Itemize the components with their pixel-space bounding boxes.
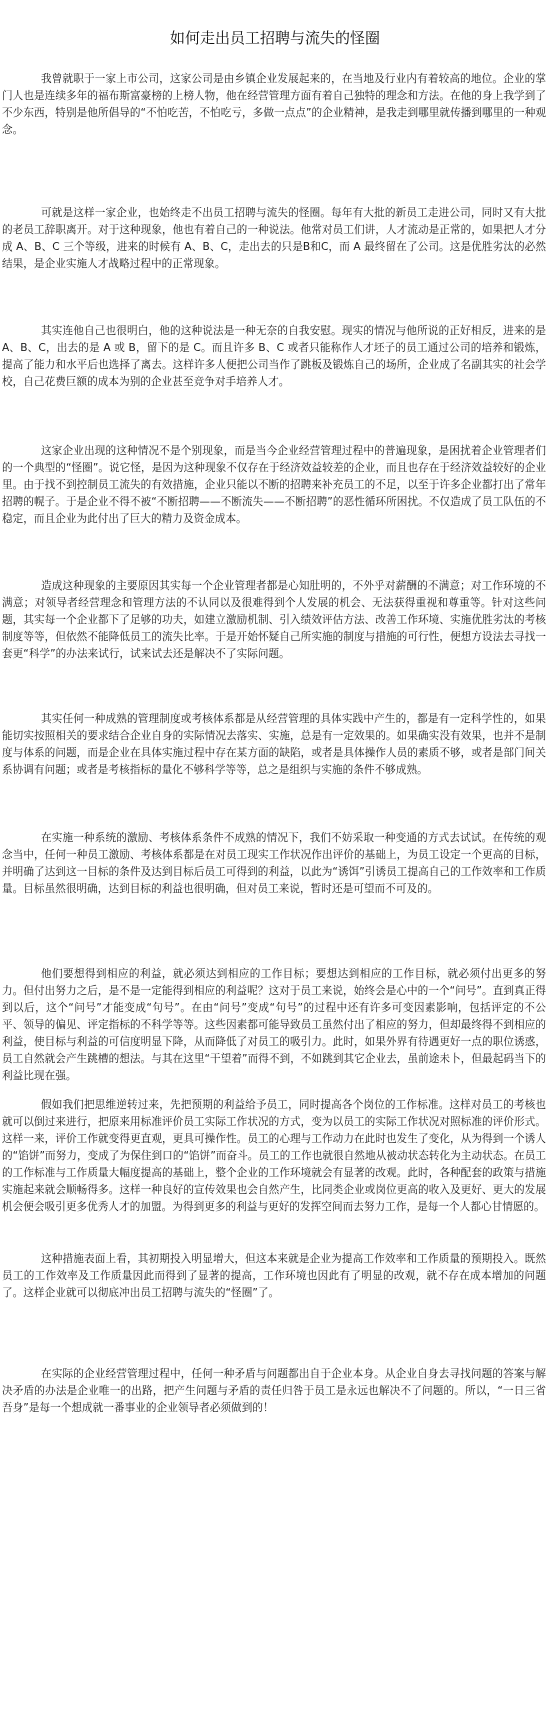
paragraph-3: 其实连他自己也很明白，他的这种说法是一种无奈的自我安慰。现实的情况与他所说的正好相反，进来的是 A、B、C，出去的是 A 或 B，留下的是 C。而且许多 B、C 或者只能称作人才坯子的员工通过公司的培养和锻炼，提高了能力和水平后也选择了离去。这样许多人便把公司当作了跳板及锻炼自己的场所，企业成了名副其实的社会学校，自己花费巨额的成本为别的企业甚至竞争对手培养人才。 <box>2 325 546 388</box>
document-title: 如何走出员工招聘与流失的怪圈 <box>169 29 380 47</box>
paragraph-1: 我曾就职于一家上市公司，这家公司是由乡镇企业发展起来的，在当地及行业内有着较高的地位。企业的掌门人也是连续多年的福布斯富豪榜的上榜人物，他在经营管理方面有着自己独特的理念和方法。在他的身上我学到了不少东西，特别是他所倡导的“不怕吃苦，不怕吃亏，多做一点点”的企业精神，是我走到哪里就传播到哪里的一种观念。 <box>2 73 546 136</box>
paragraph-10: 这种措施表面上看，其初期投入明显增大，但这本来就是企业为提高工作效率和工作质量的预期投入。既然员工的工作效率及工作质量因此而得到了显著的提高，工作环境也因此有了明显的改观，就不存在成本增加的问题了。这样企业就可以彻底冲出员工招聘与流失的“怪圈”了。 <box>2 1253 546 1299</box>
paragraph-4: 这家企业出现的这种情况不是个别现象，而是当今企业经营管理过程中的普遍现象，是困扰着企业管理者们的一个典型的“怪圈”。说它怪，是因为这种现象不仅存在于经济效益较差的企业，而且也存在于经济效益较好的企业里。由于找不到控制员工流失的有效措施，企业只能以不断的招聘来补充员工的不足，以至于许多企业都打出了常年招聘的幌子。于是企业不得不被“不断招聘——不断流失——不断招聘”的恶性循环所困扰。不仅造成了员工队伍的不稳定，而且企业为此付出了巨大的精力及资金成本。 <box>2 445 546 525</box>
paragraph-9: 假如我们把思维逆转过来，先把预期的利益给予员工，同时提高各个岗位的工作标准。这样对员工的考核也就可以倒过来进行，把原来用标准评价员工实际工作状况的方式，变为以员工的实际工作状况对照标准的评价形式。这样一来，评价工作就变得更直观，更具可操作性。员工的心理与工作动力在此时也发生了变化，从为得到一个诱人的“馅饼”而努力，变成了为保住到口的“馅饼”而奋斗。员工的工作也就很自然地从被动状态转化为主动状态。在员工的工作标准与工作质量大幅度提高的基础上，整个企业的工作环境就会有显著的改观。此时，各种配套的政策与措施实施起来就会顺畅得多。这样一种良好的宣传效果也会自然产生，比同类企业或岗位更高的收入及更好、更大的发展机会便会吸引更多优秀人才的加盟。为得到更多的利益与更好的发挥空间而去努力工作，是每一个人都心甘情愿的。 <box>2 1099 546 1213</box>
paragraph-2: 可就是这样一家企业，也始终走不出员工招聘与流失的怪圈。每年有大批的新员工走进公司，同时又有大批的老员工辞职离开。对于这种现象，他也有着自己的一种说法。他常对员工们讲，人才流动是正常的，如果把人才分成 A、B、C 三个等级，进来的时候有 A、B、C，走出去的只是B和C，而 A 最终留在了公司。这是优胜劣汰的必然结果，是企业实施人才战略过程中的正常现象。 <box>2 207 546 270</box>
paragraph-7: 在实施一种系统的激励、考核体系条件不成熟的情况下，我们不妨采取一种变通的方式去试试。在传统的观念当中，任何一种员工激励、考核体系都是在对员工现实工作状况作出评价的基础上，为员工设定一个更高的目标，并明确了达到这一目标的条件及达到目标后员工可得到的利益，以此为“诱饵”引诱员工提高自己的工作效率和工作质量。目标虽然很明确，达到目标的利益也很明确，但对员工来说，暂时还是可望而不可及的。 <box>2 832 546 895</box>
paragraph-5: 造成这种现象的主要原因其实每一个企业管理者都是心知肚明的，不外乎对薪酬的不满意；对工作环境的不满意；对领导者经营理念和管理方法的不认同以及很难得到个人发展的机会、无法获得重视和尊重等。针对这些问题，其实每一个企业都下了足够的功夫，如建立激励机制、引入绩效评估方法、改善工作环境、实施优胜劣汰的考核制度等等，但依然不能降低员工的流失比率。于是开始怀疑自己所实施的制度与措施的可行性，便想方设法去寻找一套更“科学”的办法来试行，试来试去还是解决不了实际问题。 <box>2 580 546 660</box>
paragraph-11: 在实际的企业经营管理过程中，任何一种矛盾与问题都出自于企业本身。从企业自身去寻找问题的答案与解决矛盾的办法是企业唯一的出路，把产生问题与矛盾的责任归咎于员工是永远也解决不了问题的。所以，“一日三省吾身”是每一个想成就一番事业的企业领导者必须做到的！ <box>2 1368 546 1414</box>
paragraph-8: 他们要想得到相应的利益，就必须达到相应的工作目标；要想达到相应的工作目标，就必须付出更多的努力。但付出努力之后，是不是一定能得到相应的利益呢？这对于员工来说，始终会是心中的一个“问号”。直到真正得到以后，这个“问号”才能变成“句号”。在由“问号”变成“句号”的过程中还有许多可变因素影响，包括评定的不公平、领导的偏见、评定指标的不科学等等。这些因素都可能导致员工虽然付出了相应的努力，但却最终得不到相应的利益，使目标与利益的可信度明显下降，从而降低了对员工的吸引力。此时，如果外界有待遇更好一点的职位诱惑，员工自然就会产生跳槽的想法。与其在这里“干望着”而得不到，不如跳到其它企业去，虽前途未卜，但最起码当下的利益比现在强。 <box>2 968 546 1082</box>
paragraph-6: 其实任何一种成熟的管理制度或考核体系都是从经营管理的具体实践中产生的，都是有一定科学性的，如果能切实按照相关的要求结合企业自身的实际情况去落实、实施，总是有一定效果的。如果确实没有效果，也并不是制度与体系的问题，而是企业在具体实施过程中存在某方面的缺陷，或者是具体操作人员的素质不够，或者是部门间关系协调有问题；或者是考核指标的量化不够科学等等，总之是组织与实施的条件不够成熟。 <box>2 713 546 776</box>
